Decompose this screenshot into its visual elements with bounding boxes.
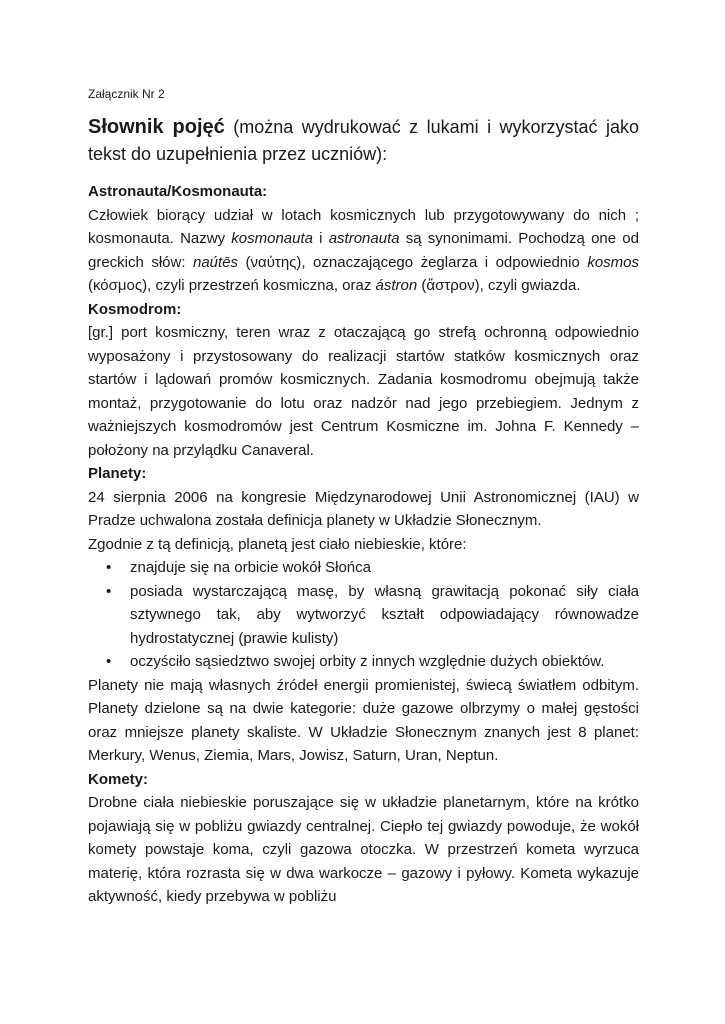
section-text-komety: Drobne ciała niebieskie poruszające się w układzie planetarnym, które na krótko pojawiają się w pobliżu gwiazdy centralnej. Ciepło tej gwiazdy powoduje, że wokół komety powstaje koma, czyli gazowa otoczka. W przestrzeń kometa wyrzuca materię, która rozrasta się w dwa warkocze – gazowy i pyłowy. Kometa wykazuje aktywność, kiedy przebywa w pobliżu <box>88 794 639 905</box>
section-heading-planety: Planety: <box>88 465 147 482</box>
document-page <box>88 86 639 909</box>
list-item-text: posiada wystarczającą masę, by własną grawitacją pokonać siły ciała sztywnego tak, aby wytworzyć kształt odpowiadający równowadze hydrostatycznej (prawie kulisty) <box>130 582 639 647</box>
planety-outro: Planety nie mają własnych źródeł energii promienistej, świecą światłem odbitym. Planety dzielone są na dwie kategorie: duże gazowe olbrzymy o małej gęstości oraz mniejsze planety skaliste. W Układzie Słonecznym znanych jest 8 planet: Merkury, Wenus, Ziemia, Mars, Jowisz, Saturn, Uran, Neptun. <box>88 676 639 764</box>
planety-criteria-list <box>88 556 639 674</box>
bullet-icon: • <box>106 653 112 670</box>
section-text-astronauta <box>88 204 639 298</box>
astronauta-text-and: i <box>312 230 329 247</box>
term-astronauta: astronauta <box>328 230 400 247</box>
document-title <box>88 114 639 168</box>
list-item <box>88 556 639 580</box>
term-kosmos: kosmos <box>587 253 639 271</box>
astronauta-text-part-2: są synonimami. Pochodzą one od greckich słów: <box>88 230 639 271</box>
title-subtitle: (można wydrukować z lukami i wykorzystać jako tekst do uzupełnienia przez uczniów): <box>88 117 639 164</box>
list-item <box>88 650 639 674</box>
astronauta-text-part-1: Człowiek biorący udział w lotach kosmicznych lub przygotowywany do nich ; kosmonauta. Nazwy <box>88 206 639 247</box>
planety-intro-1: 24 sierpnia 2006 na kongresie Międzynarodowej Unii Astronomicznej (IAU) w Pradze uchwalona została definicja planety w Układzie Słonecznym. <box>88 488 639 529</box>
list-item-text: oczyściło sąsiedztwo swojej orbity z innych względnie dużych obiektów. <box>130 653 605 670</box>
section-text-kosmodrom: [gr.] port kosmiczny, teren wraz z otaczającą go strefą ochronną odpowiednio wyposażony i przystosowany do realizacji startów statków kosmicznych oraz startów i lądowań promów kosmicznych. Zadania kosmodromu obejmują także montaż, przygotowanie do lotu oraz nadzór nad jego przebiegiem. Jednym z ważniejszych kosmodromów jest Centrum Kosmiczne im. Johna F. Kennedy – położony na przylądku Canaveral. <box>88 324 639 459</box>
section-heading-komety: Komety: <box>88 770 149 788</box>
astronauta-text-part-5: (ἄστρον), czyli gwiazda. <box>417 277 581 294</box>
bullet-icon: • <box>106 559 112 576</box>
attachment-text: Załącznik Nr 2 <box>88 87 165 101</box>
list-item <box>88 580 639 651</box>
title-main: Słownik pojęć <box>88 116 225 138</box>
term-astron: ástron <box>375 277 418 294</box>
section-heading-kosmodrom: Kosmodrom: <box>88 300 182 318</box>
term-nautes: naútēs <box>193 253 239 271</box>
bullet-icon: • <box>106 582 112 600</box>
attachment-label <box>88 86 639 102</box>
planety-intro-2: Zgodnie z tą definicją, planetą jest ciało niebieskie, które: <box>88 535 467 553</box>
astronauta-text-part-3: (ναύτης), oznaczającego żeglarza i odpowiednio <box>238 253 588 271</box>
term-kosmonauta: kosmonauta <box>231 230 313 247</box>
list-item-text: znajduje się na orbicie wokół Słońca <box>130 559 371 576</box>
astronauta-text-part-4: (κόσμος), czyli przestrzeń kosmiczna, oraz <box>88 277 376 294</box>
section-heading-astronauta: Astronauta/Kosmonauta: <box>88 183 268 200</box>
